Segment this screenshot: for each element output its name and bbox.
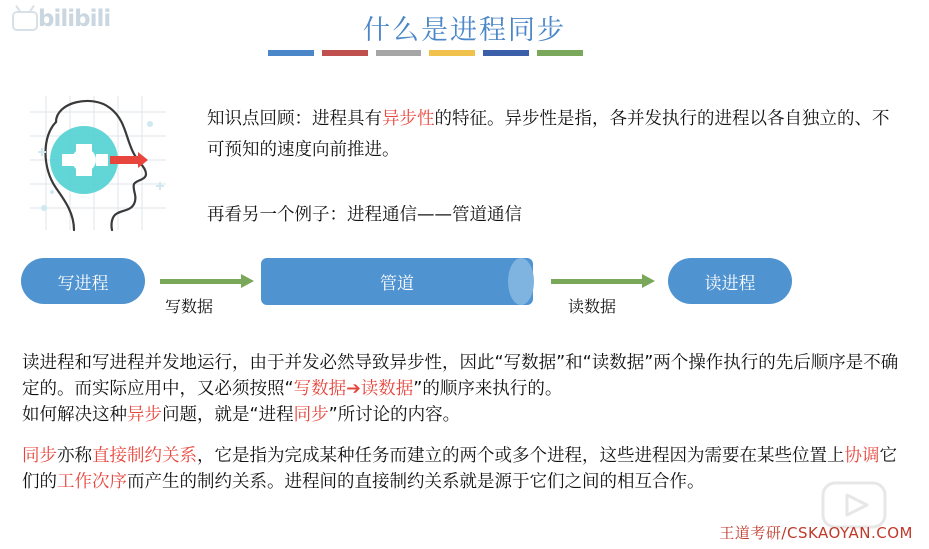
recap-text-b: 的特征。异步性是指，各并发执行的进程以各自独立的、不可预知的速度向前推进。 xyxy=(207,109,890,160)
title-bar-6 xyxy=(537,50,583,56)
expl-highlight-write: 写数据 xyxy=(293,379,347,399)
expl-highlight-sync: 同步 xyxy=(293,405,329,425)
def-text-b: ，它是指为完成某种任务而建立的两个或多个进程，这些进程因为需要在某些位置上 xyxy=(197,446,845,466)
title-bar-3 xyxy=(376,50,422,56)
pipe-communication-diagram xyxy=(0,250,929,330)
read-arrow-icon xyxy=(551,274,655,288)
pipe-cap-shape xyxy=(508,258,534,305)
title-bar-2 xyxy=(322,50,368,56)
expl-text-b: ”的顺序来执行的。 xyxy=(413,379,563,399)
def-highlight-coordinate: 协调 xyxy=(844,446,880,466)
title-underline-bars xyxy=(268,50,583,56)
head-with-gear-icon xyxy=(22,88,174,238)
write-arrow-icon xyxy=(160,274,254,288)
expl-arrow-glyph: ➔ xyxy=(346,379,361,399)
def-highlight-sync: 同步 xyxy=(22,446,57,466)
expl-text-d: 问题，就是“进程 xyxy=(162,405,294,425)
recap-highlight: 异步性 xyxy=(382,109,435,129)
recap-text-a: 知识点回顾：进程具有 xyxy=(207,109,382,129)
def-text-d: 而产生的制约关系。进程间的直接制约关系就是源于它们之间的相互合作。 xyxy=(127,472,705,492)
expl-text-c: 如何解决这种 xyxy=(22,405,127,425)
write-data-label: 写数据 xyxy=(165,297,214,316)
def-text-a: 亦称 xyxy=(57,446,92,466)
expl-highlight-async: 异步 xyxy=(127,405,162,425)
read-data-label: 读数据 xyxy=(568,297,617,316)
def-text-c: 它们的 xyxy=(22,446,897,492)
pipe-node-label: 管道 xyxy=(380,274,414,294)
title-bar-5 xyxy=(483,50,529,56)
definition-paragraph xyxy=(22,443,910,495)
expl-text-a: 读进程和写进程并发地运行，由于并发必然导致异步性，因此“写数据”和“读数据”两个操作执行的先后顺序是不确定的。而实际应用中，又必须按照“ xyxy=(22,353,899,399)
example-paragraph: 再看另一个例子：进程通信——管道通信 xyxy=(207,205,522,225)
read-process-node: 读进程 xyxy=(668,258,792,304)
def-highlight-order: 工作次序 xyxy=(57,472,127,492)
title-bar-4 xyxy=(429,50,475,56)
def-highlight-relation: 直接制约关系 xyxy=(92,446,197,466)
pipe-node xyxy=(261,258,533,305)
page-title: 什么是进程同步 xyxy=(363,15,566,46)
logo-text: bilibili xyxy=(38,6,111,32)
write-process-node: 写进程 xyxy=(21,258,145,304)
explanation-paragraph xyxy=(22,350,910,428)
title-bar-1 xyxy=(268,50,314,56)
footer-credit: 王道考研/CSKAOYAN.COM xyxy=(719,524,913,542)
expl-text-e: ”所讨论的内容。 xyxy=(328,405,461,425)
recap-paragraph xyxy=(207,104,897,166)
expl-highlight-read: 读数据 xyxy=(360,379,414,399)
